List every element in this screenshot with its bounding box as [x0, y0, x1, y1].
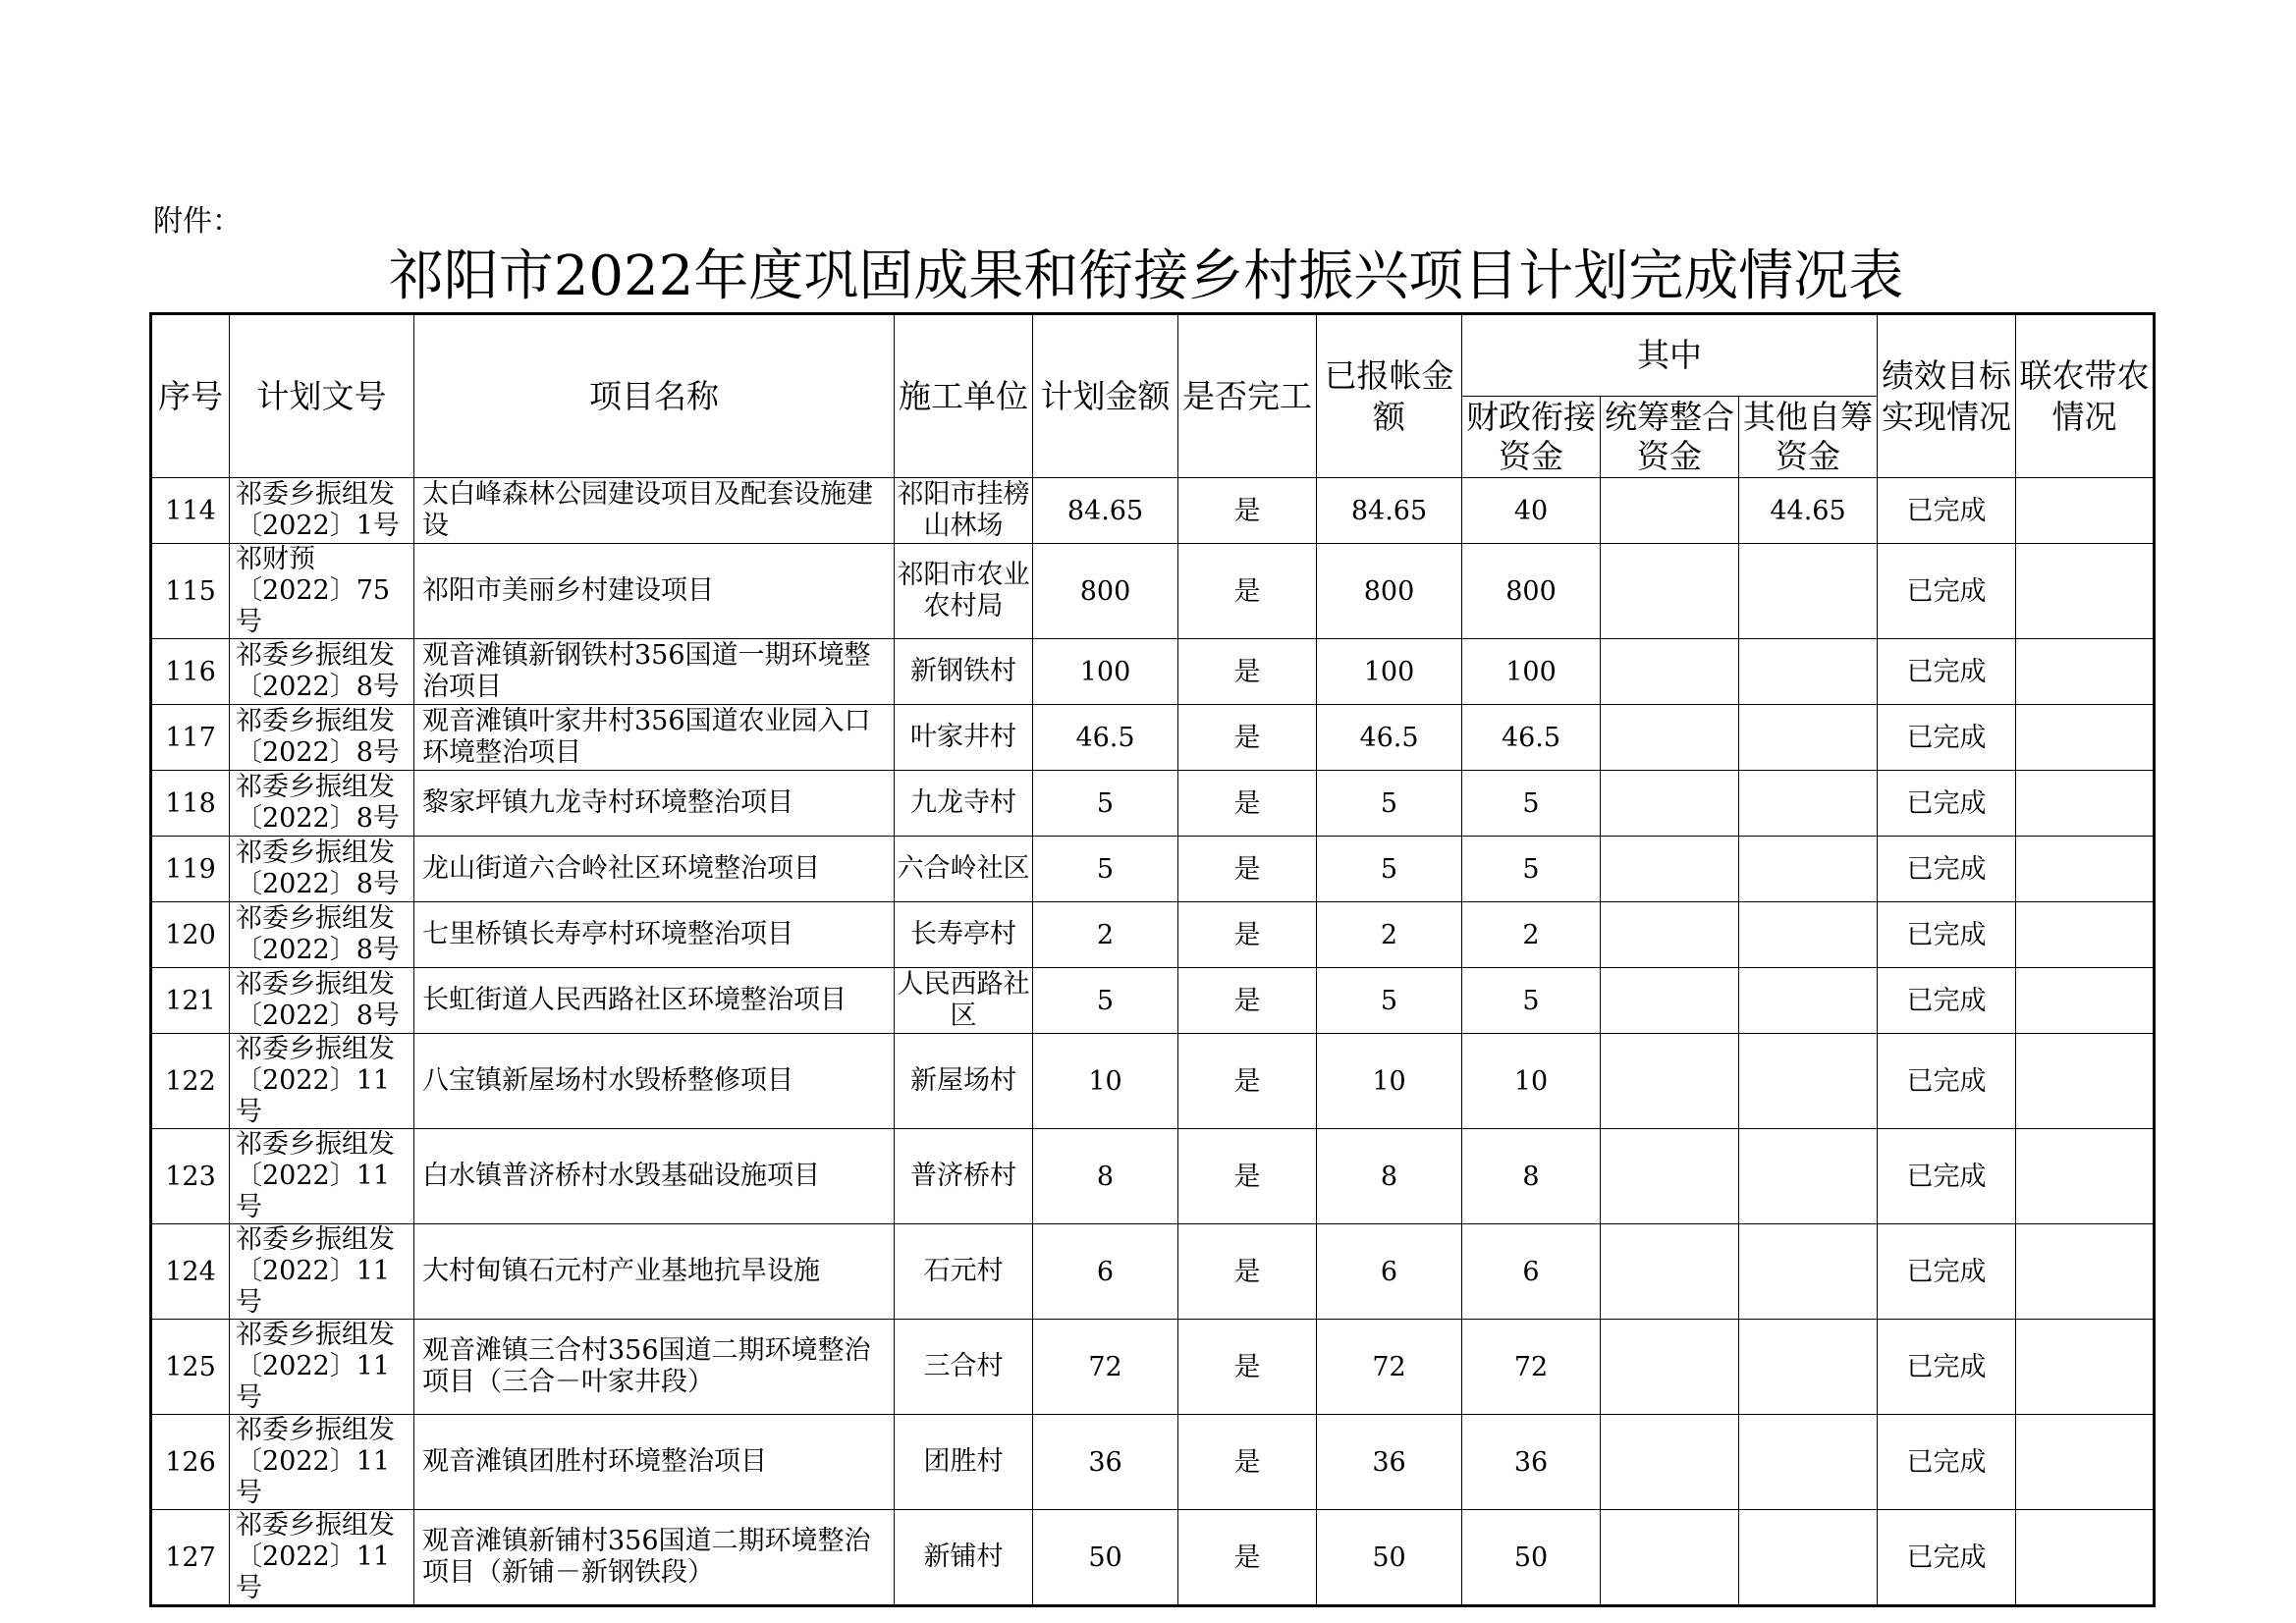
cell-self-raised-fund — [1739, 1224, 1878, 1320]
table-row — [151, 837, 2155, 902]
cell-no: 115 — [151, 544, 230, 639]
cell-farmer-link — [2016, 1224, 2155, 1320]
cell-fiscal-fund: 40 — [1462, 478, 1601, 544]
cell-coordinated-fund — [1601, 1415, 1739, 1510]
cell-self-raised-fund — [1739, 1415, 1878, 1510]
cell-project-name: 白水镇普济桥村水毁基础设施项目 — [414, 1129, 895, 1224]
cell-coordinated-fund — [1601, 902, 1739, 968]
cell-farmer-link — [2016, 837, 2155, 902]
cell-coordinated-fund — [1601, 1224, 1739, 1320]
cell-completed: 是 — [1178, 1129, 1317, 1224]
cell-construction-unit: 长寿亭村 — [895, 902, 1033, 968]
cell-plan-doc: 祁委乡振组发〔2022〕11号 — [230, 1129, 414, 1224]
header-reported-amount: 已报帐金额 — [1317, 314, 1462, 478]
cell-plan-doc: 祁委乡振组发〔2022〕11号 — [230, 1415, 414, 1510]
cell-reported-amount: 5 — [1317, 771, 1462, 837]
cell-construction-unit: 人民西路社区 — [895, 968, 1033, 1034]
cell-construction-unit: 石元村 — [895, 1224, 1033, 1320]
cell-project-name: 观音滩镇新钢铁村356国道一期环境整治项目 — [414, 639, 895, 705]
table-row — [151, 544, 2155, 639]
cell-farmer-link — [2016, 902, 2155, 968]
cell-construction-unit: 三合村 — [895, 1320, 1033, 1415]
cell-farmer-link — [2016, 1320, 2155, 1415]
cell-plan-amount: 46.5 — [1033, 705, 1178, 771]
cell-coordinated-fund — [1601, 544, 1739, 639]
cell-completed: 是 — [1178, 1034, 1317, 1129]
cell-fiscal-fund: 46.5 — [1462, 705, 1601, 771]
cell-no: 118 — [151, 771, 230, 837]
cell-coordinated-fund — [1601, 837, 1739, 902]
cell-construction-unit: 新屋场村 — [895, 1034, 1033, 1129]
cell-no: 116 — [151, 639, 230, 705]
cell-fiscal-fund: 5 — [1462, 968, 1601, 1034]
cell-farmer-link — [2016, 968, 2155, 1034]
cell-reported-amount: 46.5 — [1317, 705, 1462, 771]
cell-fiscal-fund: 2 — [1462, 902, 1601, 968]
cell-no: 122 — [151, 1034, 230, 1129]
cell-plan-amount: 84.65 — [1033, 478, 1178, 544]
cell-reported-amount: 6 — [1317, 1224, 1462, 1320]
cell-construction-unit: 六合岭社区 — [895, 837, 1033, 902]
header-plan-doc: 计划文号 — [230, 314, 414, 478]
cell-completed: 是 — [1178, 705, 1317, 771]
cell-plan-amount: 6 — [1033, 1224, 1178, 1320]
header-completed: 是否完工 — [1178, 314, 1317, 478]
cell-project-name: 黎家坪镇九龙寺村环境整治项目 — [414, 771, 895, 837]
cell-fiscal-fund: 5 — [1462, 837, 1601, 902]
cell-fiscal-fund: 800 — [1462, 544, 1601, 639]
cell-plan-doc: 祁委乡振组发〔2022〕8号 — [230, 771, 414, 837]
header-self-raised-fund: 其他自筹资金 — [1739, 397, 1878, 478]
table-row — [151, 705, 2155, 771]
cell-self-raised-fund — [1739, 1510, 1878, 1606]
header-of-which: 其中 — [1462, 314, 1878, 397]
header-performance: 绩效目标实现情况 — [1878, 314, 2016, 478]
table-row — [151, 1224, 2155, 1320]
attachment-label: 附件： — [153, 204, 242, 239]
header-plan-amount: 计划金额 — [1033, 314, 1178, 478]
cell-project-name: 祁阳市美丽乡村建设项目 — [414, 544, 895, 639]
cell-reported-amount: 100 — [1317, 639, 1462, 705]
cell-plan-doc: 祁委乡振组发〔2022〕8号 — [230, 705, 414, 771]
cell-no: 121 — [151, 968, 230, 1034]
cell-plan-doc: 祁财预〔2022〕75号 — [230, 544, 414, 639]
table-row — [151, 1129, 2155, 1224]
cell-no: 117 — [151, 705, 230, 771]
cell-project-name: 观音滩镇团胜村环境整治项目 — [414, 1415, 895, 1510]
header-coordinated-fund: 统筹整合资金 — [1601, 397, 1739, 478]
cell-farmer-link — [2016, 544, 2155, 639]
cell-construction-unit: 普济桥村 — [895, 1129, 1033, 1224]
cell-coordinated-fund — [1601, 1320, 1739, 1415]
cell-reported-amount: 50 — [1317, 1510, 1462, 1606]
cell-coordinated-fund — [1601, 639, 1739, 705]
cell-performance: 已完成 — [1878, 1320, 2016, 1415]
cell-completed: 是 — [1178, 544, 1317, 639]
cell-farmer-link — [2016, 478, 2155, 544]
cell-reported-amount: 10 — [1317, 1034, 1462, 1129]
table-row — [151, 478, 2155, 544]
cell-reported-amount: 84.65 — [1317, 478, 1462, 544]
table-row — [151, 1034, 2155, 1129]
cell-project-name: 长虹街道人民西路社区环境整治项目 — [414, 968, 895, 1034]
cell-performance: 已完成 — [1878, 902, 2016, 968]
cell-coordinated-fund — [1601, 1129, 1739, 1224]
cell-plan-doc: 祁委乡振组发〔2022〕11号 — [230, 1510, 414, 1606]
cell-plan-amount: 72 — [1033, 1320, 1178, 1415]
cell-reported-amount: 5 — [1317, 968, 1462, 1034]
cell-coordinated-fund — [1601, 1034, 1739, 1129]
cell-no: 126 — [151, 1415, 230, 1510]
cell-project-name: 大村甸镇石元村产业基地抗旱设施 — [414, 1224, 895, 1320]
cell-performance: 已完成 — [1878, 1034, 2016, 1129]
cell-performance: 已完成 — [1878, 968, 2016, 1034]
cell-no: 124 — [151, 1224, 230, 1320]
table-row — [151, 771, 2155, 837]
cell-project-name: 观音滩镇三合村356国道二期环境整治项目（三合－叶家井段） — [414, 1320, 895, 1415]
cell-completed: 是 — [1178, 902, 1317, 968]
cell-fiscal-fund: 10 — [1462, 1034, 1601, 1129]
header-project-name: 项目名称 — [414, 314, 895, 478]
cell-project-name: 七里桥镇长寿亭村环境整治项目 — [414, 902, 895, 968]
cell-self-raised-fund — [1739, 968, 1878, 1034]
cell-farmer-link — [2016, 639, 2155, 705]
cell-construction-unit: 祁阳市农业农村局 — [895, 544, 1033, 639]
cell-self-raised-fund — [1739, 1320, 1878, 1415]
cell-reported-amount: 5 — [1317, 837, 1462, 902]
cell-plan-amount: 36 — [1033, 1415, 1178, 1510]
cell-self-raised-fund — [1739, 1129, 1878, 1224]
cell-fiscal-fund: 6 — [1462, 1224, 1601, 1320]
cell-construction-unit: 祁阳市挂榜山林场 — [895, 478, 1033, 544]
cell-farmer-link — [2016, 771, 2155, 837]
cell-plan-doc: 祁委乡振组发〔2022〕1号 — [230, 478, 414, 544]
cell-no: 123 — [151, 1129, 230, 1224]
cell-fiscal-fund: 8 — [1462, 1129, 1601, 1224]
cell-performance: 已完成 — [1878, 771, 2016, 837]
cell-construction-unit: 团胜村 — [895, 1415, 1033, 1510]
cell-project-name: 八宝镇新屋场村水毁桥整修项目 — [414, 1034, 895, 1129]
cell-self-raised-fund — [1739, 544, 1878, 639]
project-completion-table — [149, 312, 2156, 1607]
page-title: 祁阳市2022年度巩固成果和衔接乡村振兴项目计划完成情况表 — [388, 244, 1904, 308]
header-construction-unit: 施工单位 — [895, 314, 1033, 478]
cell-no: 127 — [151, 1510, 230, 1606]
cell-completed: 是 — [1178, 837, 1317, 902]
cell-plan-amount: 5 — [1033, 968, 1178, 1034]
cell-project-name: 太白峰森林公园建设项目及配套设施建设 — [414, 478, 895, 544]
cell-farmer-link — [2016, 1129, 2155, 1224]
cell-fiscal-fund: 100 — [1462, 639, 1601, 705]
cell-no: 114 — [151, 478, 230, 544]
cell-coordinated-fund — [1601, 968, 1739, 1034]
cell-plan-doc: 祁委乡振组发〔2022〕11号 — [230, 1320, 414, 1415]
cell-performance: 已完成 — [1878, 1224, 2016, 1320]
cell-plan-doc: 祁委乡振组发〔2022〕11号 — [230, 1034, 414, 1129]
cell-self-raised-fund — [1739, 1034, 1878, 1129]
cell-project-name: 观音滩镇叶家井村356国道农业园入口环境整治项目 — [414, 705, 895, 771]
cell-plan-amount: 5 — [1033, 837, 1178, 902]
cell-project-name: 龙山街道六合岭社区环境整治项目 — [414, 837, 895, 902]
cell-completed: 是 — [1178, 968, 1317, 1034]
cell-self-raised-fund: 44.65 — [1739, 478, 1878, 544]
cell-self-raised-fund — [1739, 771, 1878, 837]
cell-completed: 是 — [1178, 1224, 1317, 1320]
cell-performance: 已完成 — [1878, 1129, 2016, 1224]
cell-construction-unit: 新钢铁村 — [895, 639, 1033, 705]
table-row — [151, 968, 2155, 1034]
cell-self-raised-fund — [1739, 705, 1878, 771]
table-row — [151, 639, 2155, 705]
table-row — [151, 902, 2155, 968]
cell-plan-doc: 祁委乡振组发〔2022〕8号 — [230, 902, 414, 968]
header-no: 序号 — [151, 314, 230, 478]
cell-reported-amount: 8 — [1317, 1129, 1462, 1224]
cell-completed: 是 — [1178, 639, 1317, 705]
cell-project-name: 观音滩镇新铺村356国道二期环境整治项目（新铺－新钢铁段） — [414, 1510, 895, 1606]
cell-plan-doc: 祁委乡振组发〔2022〕8号 — [230, 837, 414, 902]
cell-plan-amount: 5 — [1033, 771, 1178, 837]
cell-performance: 已完成 — [1878, 639, 2016, 705]
cell-performance: 已完成 — [1878, 1510, 2016, 1606]
cell-performance: 已完成 — [1878, 544, 2016, 639]
cell-reported-amount: 36 — [1317, 1415, 1462, 1510]
cell-performance: 已完成 — [1878, 837, 2016, 902]
cell-plan-doc: 祁委乡振组发〔2022〕11号 — [230, 1224, 414, 1320]
cell-plan-amount: 100 — [1033, 639, 1178, 705]
cell-plan-amount: 8 — [1033, 1129, 1178, 1224]
cell-self-raised-fund — [1739, 837, 1878, 902]
cell-no: 120 — [151, 902, 230, 968]
cell-plan-amount: 50 — [1033, 1510, 1178, 1606]
cell-plan-amount: 10 — [1033, 1034, 1178, 1129]
cell-plan-doc: 祁委乡振组发〔2022〕8号 — [230, 639, 414, 705]
cell-construction-unit: 叶家井村 — [895, 705, 1033, 771]
cell-reported-amount: 2 — [1317, 902, 1462, 968]
cell-plan-amount: 2 — [1033, 902, 1178, 968]
cell-reported-amount: 72 — [1317, 1320, 1462, 1415]
cell-completed: 是 — [1178, 478, 1317, 544]
cell-performance: 已完成 — [1878, 478, 2016, 544]
table-row — [151, 1510, 2155, 1606]
cell-fiscal-fund: 5 — [1462, 771, 1601, 837]
header-farmer-link: 联农带农情况 — [2016, 314, 2155, 478]
cell-completed: 是 — [1178, 1415, 1317, 1510]
cell-fiscal-fund: 36 — [1462, 1415, 1601, 1510]
cell-coordinated-fund — [1601, 478, 1739, 544]
cell-self-raised-fund — [1739, 639, 1878, 705]
cell-plan-doc: 祁委乡振组发〔2022〕8号 — [230, 968, 414, 1034]
cell-completed: 是 — [1178, 1320, 1317, 1415]
cell-completed: 是 — [1178, 771, 1317, 837]
cell-reported-amount: 800 — [1317, 544, 1462, 639]
cell-no: 125 — [151, 1320, 230, 1415]
cell-farmer-link — [2016, 1510, 2155, 1606]
cell-self-raised-fund — [1739, 902, 1878, 968]
cell-farmer-link — [2016, 1034, 2155, 1129]
cell-farmer-link — [2016, 705, 2155, 771]
cell-coordinated-fund — [1601, 1510, 1739, 1606]
cell-completed: 是 — [1178, 1510, 1317, 1606]
cell-farmer-link — [2016, 1415, 2155, 1510]
cell-fiscal-fund: 50 — [1462, 1510, 1601, 1606]
cell-coordinated-fund — [1601, 771, 1739, 837]
cell-performance: 已完成 — [1878, 1415, 2016, 1510]
cell-no: 119 — [151, 837, 230, 902]
cell-construction-unit: 新铺村 — [895, 1510, 1033, 1606]
cell-fiscal-fund: 72 — [1462, 1320, 1601, 1415]
cell-performance: 已完成 — [1878, 705, 2016, 771]
table-row — [151, 1415, 2155, 1510]
cell-plan-amount: 800 — [1033, 544, 1178, 639]
cell-coordinated-fund — [1601, 705, 1739, 771]
cell-construction-unit: 九龙寺村 — [895, 771, 1033, 837]
table-row — [151, 1320, 2155, 1415]
header-fiscal-fund: 财政衔接资金 — [1462, 397, 1601, 478]
